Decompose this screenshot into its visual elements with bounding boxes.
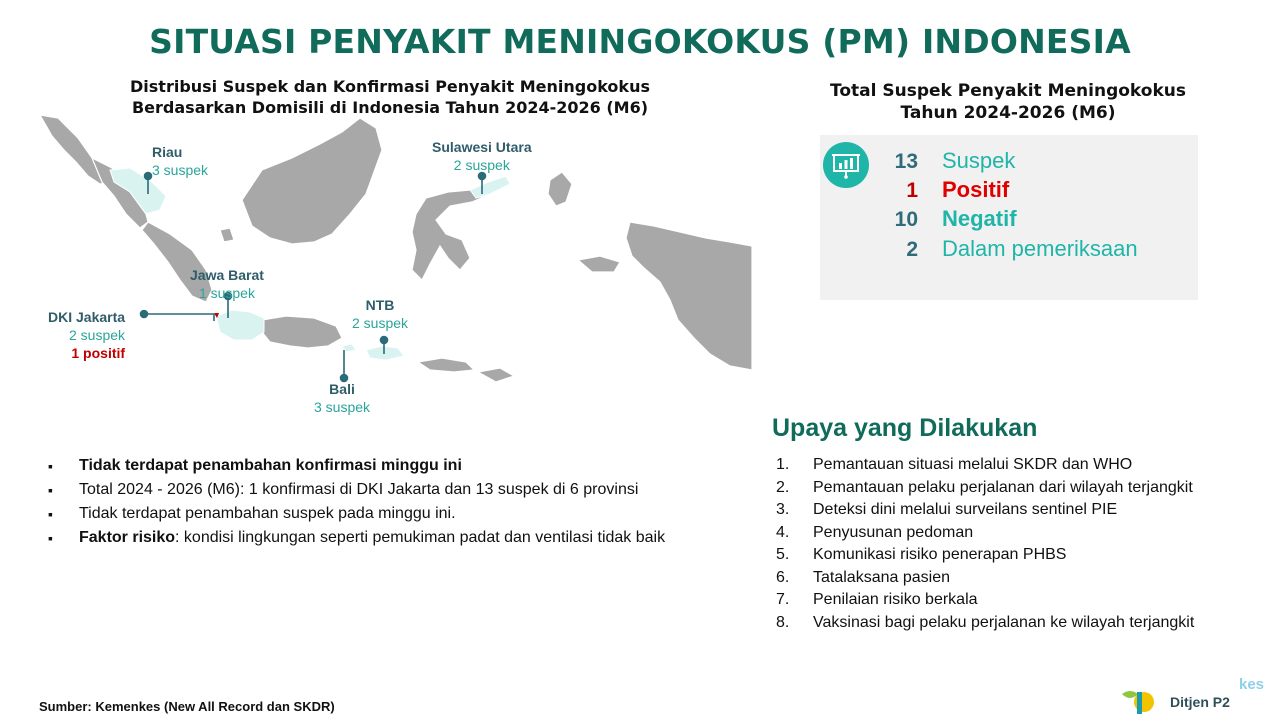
maluku-south-shape bbox=[578, 256, 620, 272]
dki-jakarta-label bbox=[48, 308, 125, 362]
riau-marker bbox=[145, 173, 152, 180]
bullet-marker: ▪ bbox=[48, 530, 53, 546]
ditjen-p2-logo bbox=[1118, 674, 1280, 720]
upaya-item-number: 4. bbox=[776, 523, 790, 541]
upaya-item bbox=[776, 478, 1254, 498]
dki-jakarta-positive: 1 positif bbox=[71, 345, 126, 361]
upaya-item-text: Pemantauan situasi melalui SKDR dan WHO bbox=[813, 456, 1133, 473]
jawa-barat-shape bbox=[216, 310, 264, 340]
map-title-line2: Berdasarkan Domisili di Indonesia Tahun 2024-2026 (M6) bbox=[131, 98, 649, 117]
key-points-list bbox=[48, 456, 708, 552]
kalimantan-shape bbox=[242, 118, 382, 244]
upaya-title: Upaya yang Dilakukan bbox=[772, 414, 1038, 442]
jawa-barat-name: Jawa Barat bbox=[190, 267, 264, 283]
summary-title-line1: Total Suspek Penyakit Meningokokus bbox=[830, 81, 1186, 101]
ntb-shape bbox=[366, 346, 404, 360]
upaya-item-text: Tatalaksana pasien bbox=[813, 568, 950, 586]
ntb-count: 2 suspek bbox=[352, 315, 409, 331]
ntt-shape bbox=[418, 358, 474, 372]
upaya-item-text: Deteksi dini melalui surveilans sentinel PIE bbox=[813, 501, 1118, 518]
stat-row-negatif bbox=[880, 206, 1200, 235]
bangka-shape bbox=[220, 228, 234, 242]
upaya-item-text: Vaksinasi bagi pelaku perjalanan ke wilayah terjangkit bbox=[813, 613, 1195, 631]
key-point-4 bbox=[48, 528, 708, 548]
sulawesi-shape bbox=[412, 184, 490, 280]
key-point-4-bold: Faktor risiko bbox=[79, 529, 176, 546]
ntb-marker bbox=[381, 337, 388, 344]
java-central-east-shape bbox=[262, 316, 342, 348]
bullet-marker: ▪ bbox=[48, 482, 53, 498]
ditjen-logo-mark-icon bbox=[1118, 676, 1162, 720]
key-point-3-text: Tidak terdapat penambahan suspek pada minggu ini. bbox=[79, 505, 456, 522]
upaya-item bbox=[776, 613, 1254, 633]
ntb-label bbox=[352, 296, 408, 332]
key-point-2 bbox=[48, 480, 708, 500]
dki-jakarta-count: 2 suspek bbox=[69, 327, 126, 343]
bali-count: 3 suspek bbox=[314, 399, 371, 415]
logo-text: Ditjen P2 bbox=[1170, 694, 1230, 710]
maluku-north-shape bbox=[548, 172, 572, 206]
timor-shape bbox=[478, 368, 514, 382]
upaya-list bbox=[776, 455, 1254, 635]
sulawesi-utara-count: 2 suspek bbox=[453, 157, 510, 173]
sulawesi-utara-name: Sulawesi Utara bbox=[432, 139, 532, 155]
stat-row-positif bbox=[880, 177, 1200, 206]
upaya-item bbox=[776, 455, 1254, 475]
dki-jakarta-name: DKI Jakarta bbox=[48, 309, 126, 325]
riau-name: Riau bbox=[152, 144, 183, 160]
stat-dalam-pemeriksaan-value: 2 bbox=[906, 238, 918, 261]
summary-title bbox=[808, 80, 1208, 124]
presentation-chart-icon bbox=[823, 142, 869, 188]
stat-suspek-label: Suspek bbox=[942, 148, 1016, 173]
sulawesi-utara-shape bbox=[470, 176, 510, 198]
map-title-line1: Distribusi Suspek dan Konfirmasi Penyakit Meningokokus bbox=[130, 77, 650, 96]
key-point-1 bbox=[48, 456, 708, 476]
upaya-item-number: 7. bbox=[776, 591, 790, 608]
upaya-item bbox=[776, 500, 1254, 520]
upaya-item bbox=[776, 545, 1254, 565]
upaya-item-number: 3. bbox=[776, 501, 790, 518]
upaya-item-text: Pemantauan pelaku perjalanan dari wilayah terjangkit bbox=[813, 478, 1193, 496]
stat-row-dalam-pemeriksaan bbox=[880, 236, 1200, 265]
upaya-item-text: Komunikasi risiko penerapan PHBS bbox=[813, 546, 1067, 563]
presentation-chart-svg bbox=[830, 149, 862, 181]
key-point-2-text: Total 2024 - 2026 (M6): 1 konfirmasi di DKI Jakarta dan 13 suspek di 6 provinsi bbox=[79, 481, 639, 498]
bali-label bbox=[314, 380, 370, 416]
jawa-barat-label bbox=[190, 266, 264, 302]
summary-box bbox=[820, 135, 1198, 300]
logo-text-partial: kes bbox=[1239, 676, 1265, 693]
upaya-item-text: Penilaian risiko berkala bbox=[813, 591, 978, 608]
upaya-item bbox=[776, 568, 1254, 588]
riau-count: 3 suspek bbox=[152, 162, 209, 178]
key-point-4-text: : kondisi lingkungan seperti pemukiman padat dan ventilasi tidak baik bbox=[175, 529, 666, 546]
upaya-item-number: 1. bbox=[776, 456, 790, 473]
bullet-marker: ▪ bbox=[48, 458, 53, 474]
upaya-item bbox=[776, 523, 1254, 543]
sulawesi-utara-label bbox=[432, 138, 532, 174]
upaya-item-number: 5. bbox=[776, 546, 790, 563]
stat-suspek-value: 13 bbox=[894, 150, 918, 173]
jawa-barat-count: 1 suspek bbox=[198, 285, 255, 301]
upaya-item-number: 6. bbox=[776, 568, 790, 586]
upaya-item-number: 2. bbox=[776, 478, 790, 496]
summary-title-line2: Tahun 2024-2026 (M6) bbox=[900, 103, 1116, 123]
riau-label bbox=[152, 143, 208, 179]
upaya-item-number: 8. bbox=[776, 613, 790, 631]
stat-positif-value: 1 bbox=[906, 179, 918, 202]
source-note: Sumber: Kemenkes (New All Record dan SKDR) bbox=[39, 699, 335, 714]
ntb-name: NTB bbox=[365, 297, 395, 313]
key-point-3 bbox=[48, 504, 708, 524]
key-point-1-bold: Tidak terdapat penambahan konfirmasi minggu ini bbox=[79, 457, 462, 474]
stat-positif-label: Positif bbox=[942, 177, 1010, 202]
papua-shape bbox=[626, 222, 752, 370]
upaya-item bbox=[776, 590, 1254, 610]
indonesia-map bbox=[30, 110, 755, 420]
stat-row-suspek bbox=[880, 148, 1200, 177]
bullet-marker: ▪ bbox=[48, 506, 53, 522]
stat-dalam-pemeriksaan-label: Dalam pemeriksaan bbox=[942, 236, 1138, 261]
page-title: SITUASI PENYAKIT MENINGOKOKUS (PM) INDONESIA bbox=[149, 22, 1131, 61]
dki-jakarta-marker bbox=[141, 311, 148, 318]
bali-name: Bali bbox=[329, 381, 355, 397]
indonesia-map-svg bbox=[30, 110, 755, 420]
upaya-item-text: Penyusunan pedoman bbox=[813, 523, 974, 541]
stat-negatif-label: Negatif bbox=[942, 206, 1017, 231]
stat-negatif-value: 10 bbox=[894, 208, 918, 231]
